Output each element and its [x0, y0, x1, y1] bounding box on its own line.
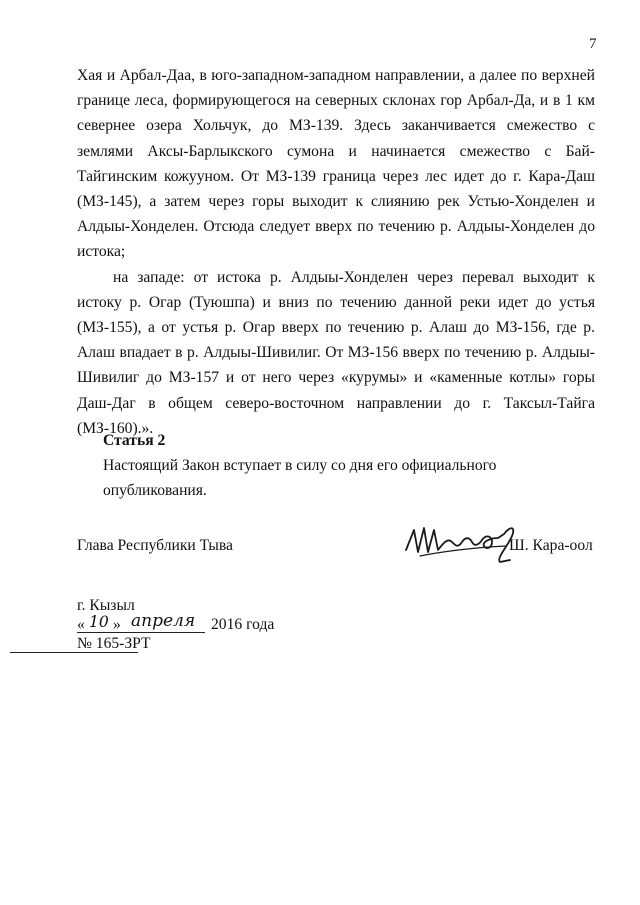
- paragraph-2: на западе: от истока р. Алдыы-Хонделен через перевал выходит к истоку р. Огар (Туюшпа) и вниз по течению данной реки идет до устья (МЗ-155), а от устья р. Огар вверх по течению р. Алаш до МЗ-156, где р. Алаш впадает в р. Алдыы-Шивилиг. От МЗ-156 вверх по течению р. Алдыы-Шивилиг до МЗ-157 и от него через «курумы» и «каменные котлы» горы Даш-Даг в общем северо-восточном направлении до г. Таксыл-Тайга (МЗ-160).».: [77, 268, 595, 437]
- paragraph-1: Хая и Арбал-Даа, в юго-западном-западном направлении, а далее по верхней границе леса, формирующегося на северных склонах гор Арбал-Да, и в 1 км севернее озера Хольчук, до МЗ-139. Здесь заканчивается смежество с землями Аксы-Барлыкского сумона и начинается смежество с Бай-Тайгинским кожууном. От МЗ-139 граница через лес идет до г. Кара-Даш (МЗ-145), а затем через горы выходит к слиянию рек Устью-Хонделен и Алдыы-Хонделен. Отсюда следует вверх по течению р. Алдыы-Хонделен до истока;: [77, 67, 595, 261]
- date-open-quote: «: [77, 616, 85, 633]
- article-heading: Статья 2: [103, 432, 166, 449]
- date-underline: [77, 632, 205, 633]
- page-number: 7: [589, 36, 597, 52]
- date-year: 2016 года: [211, 616, 275, 633]
- date-day: 10: [89, 613, 109, 631]
- signatory-title: Глава Республики Тыва: [77, 537, 233, 554]
- article-2: [77, 428, 595, 504]
- article-text: Настоящий Закон вступает в силу со дня его официального опубликования.: [103, 457, 497, 500]
- law-number: № 165-ЗРТ: [77, 635, 151, 652]
- main-text: [77, 63, 595, 441]
- law-number-underline: [10, 652, 138, 653]
- signatory-name: Ш. Кара-оол: [509, 537, 593, 554]
- place-of-signing: г. Кызыл: [77, 597, 135, 614]
- date-month-handwritten: апреля: [131, 611, 196, 631]
- date-close-quote: »: [113, 616, 121, 633]
